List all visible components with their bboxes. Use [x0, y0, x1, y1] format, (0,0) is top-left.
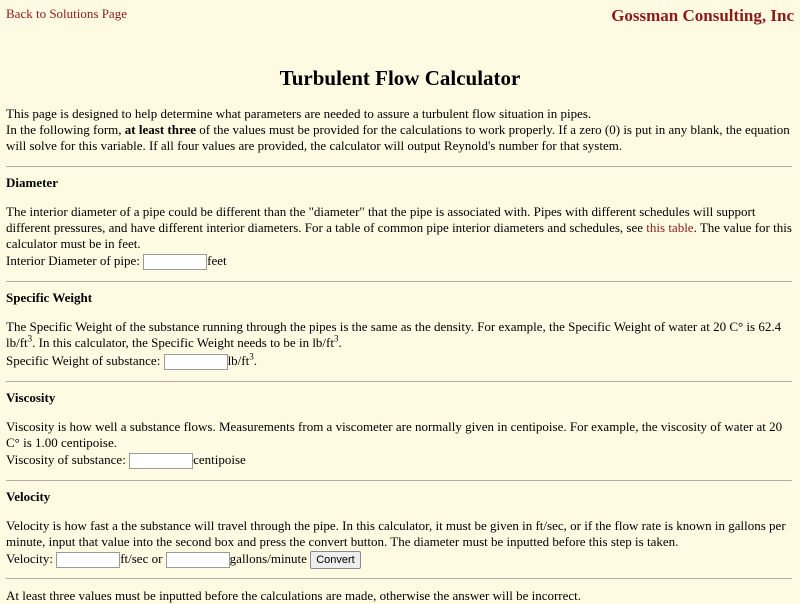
- intro-line-2-pre: In the following form,: [6, 122, 125, 137]
- intro-line-1: This page is designed to help determine what parameters are needed to assure a turbulent flow situation in pipes.: [6, 106, 592, 121]
- brand-name: Gossman Consulting, Inc: [611, 6, 794, 25]
- velocity-ftsec-input[interactable]: [56, 552, 120, 568]
- diameter-row: [6, 253, 792, 270]
- specific-weight-input[interactable]: [164, 354, 228, 370]
- velocity-gpm-input[interactable]: [166, 552, 230, 568]
- top-bar: [0, 0, 800, 40]
- velocity-label: Velocity:: [6, 551, 53, 567]
- intro-text: [6, 106, 792, 154]
- viscosity-row: [6, 452, 792, 469]
- specific-weight-label: Specific Weight of substance:: [6, 353, 161, 369]
- diameter-label: Interior Diameter of pipe:: [6, 253, 140, 268]
- viscosity-heading: Viscosity: [6, 390, 56, 406]
- sw-superscript: 3: [27, 333, 33, 344]
- specific-weight-description: [6, 319, 792, 351]
- main-content: [6, 106, 792, 604]
- diameter-unit: feet: [207, 253, 227, 268]
- sw-desc-pre: The Specific Weight of the substance running through the pipes is the same as the density. For example, the Specific Weight of water at 20 C° is 62.4 lb/ft: [6, 319, 782, 351]
- page-title: Turbulent Flow Calculator: [279, 66, 521, 90]
- viscosity-input[interactable]: [129, 453, 193, 469]
- specific-weight-heading: Specific Weight: [6, 290, 93, 306]
- velocity-gpm-unit: gallons/minute: [229, 551, 307, 567]
- diameter-heading: Diameter: [6, 175, 58, 190]
- sw-unit-superscript: 3: [249, 351, 254, 362]
- sw-desc-mid: . In this calculator, the Specific Weight needs to be in lb/ft: [32, 335, 334, 351]
- velocity-ftsec-unit: ft/sec or: [120, 551, 163, 567]
- specific-weight-unit: lb/ft: [227, 353, 250, 369]
- viscosity-label: Viscosity of substance:: [6, 452, 126, 468]
- sw-desc-post: .: [338, 335, 342, 351]
- viscosity-description: Viscosity is how well a substance flows. Measurements from a viscometer are normally given in centipoise. For example, the viscosity of water at 20 C° is 1.00 centipoise.: [6, 419, 783, 451]
- convert-button[interactable]: Convert: [310, 551, 361, 569]
- back-to-solutions-link[interactable]: Back to Solutions Page: [6, 6, 127, 21]
- sw-superscript: 3: [333, 333, 339, 344]
- diameter-desc-pre: The interior diameter of a pipe could be different than the "diameter" that the pipe is associated with. Pipes with different schedules will support different pressures, and have different interior diameters. For a table of common pipe interior diameters and schedules, see: [6, 204, 756, 235]
- specific-weight-row: [6, 353, 792, 370]
- viscosity-unit: centipoise: [193, 452, 246, 468]
- velocity-row: [6, 551, 792, 569]
- diameter-input[interactable]: [143, 254, 207, 270]
- velocity-description: Velocity is how fast a the substance will travel through the pipe. In this calculator, it must be given in ft/sec, or if the flow rate is known in gallons per minute, input that value into the second box and press the convert button. The diameter must be inputted before this step is taken.: [6, 518, 786, 550]
- pipe-table-link[interactable]: this table: [646, 220, 694, 235]
- velocity-heading: Velocity: [6, 489, 51, 505]
- diameter-desc-post: . The value for this calculator must be in feet.: [6, 220, 792, 251]
- footer-note: At least three values must be inputted before the calculations are made, otherwise the answer will be incorrect.: [6, 588, 582, 604]
- intro-emphasis: at least three: [124, 122, 197, 137]
- sw-unit-post: .: [253, 353, 257, 369]
- diameter-description: [6, 204, 792, 252]
- intro-line-2-post: of the values must be provided for the calculations to work properly. If a zero (0) is put in any blank, the equation will solve for this variable. If all four values are provided, the calculator will output Reynold's number for that system.: [6, 122, 790, 153]
